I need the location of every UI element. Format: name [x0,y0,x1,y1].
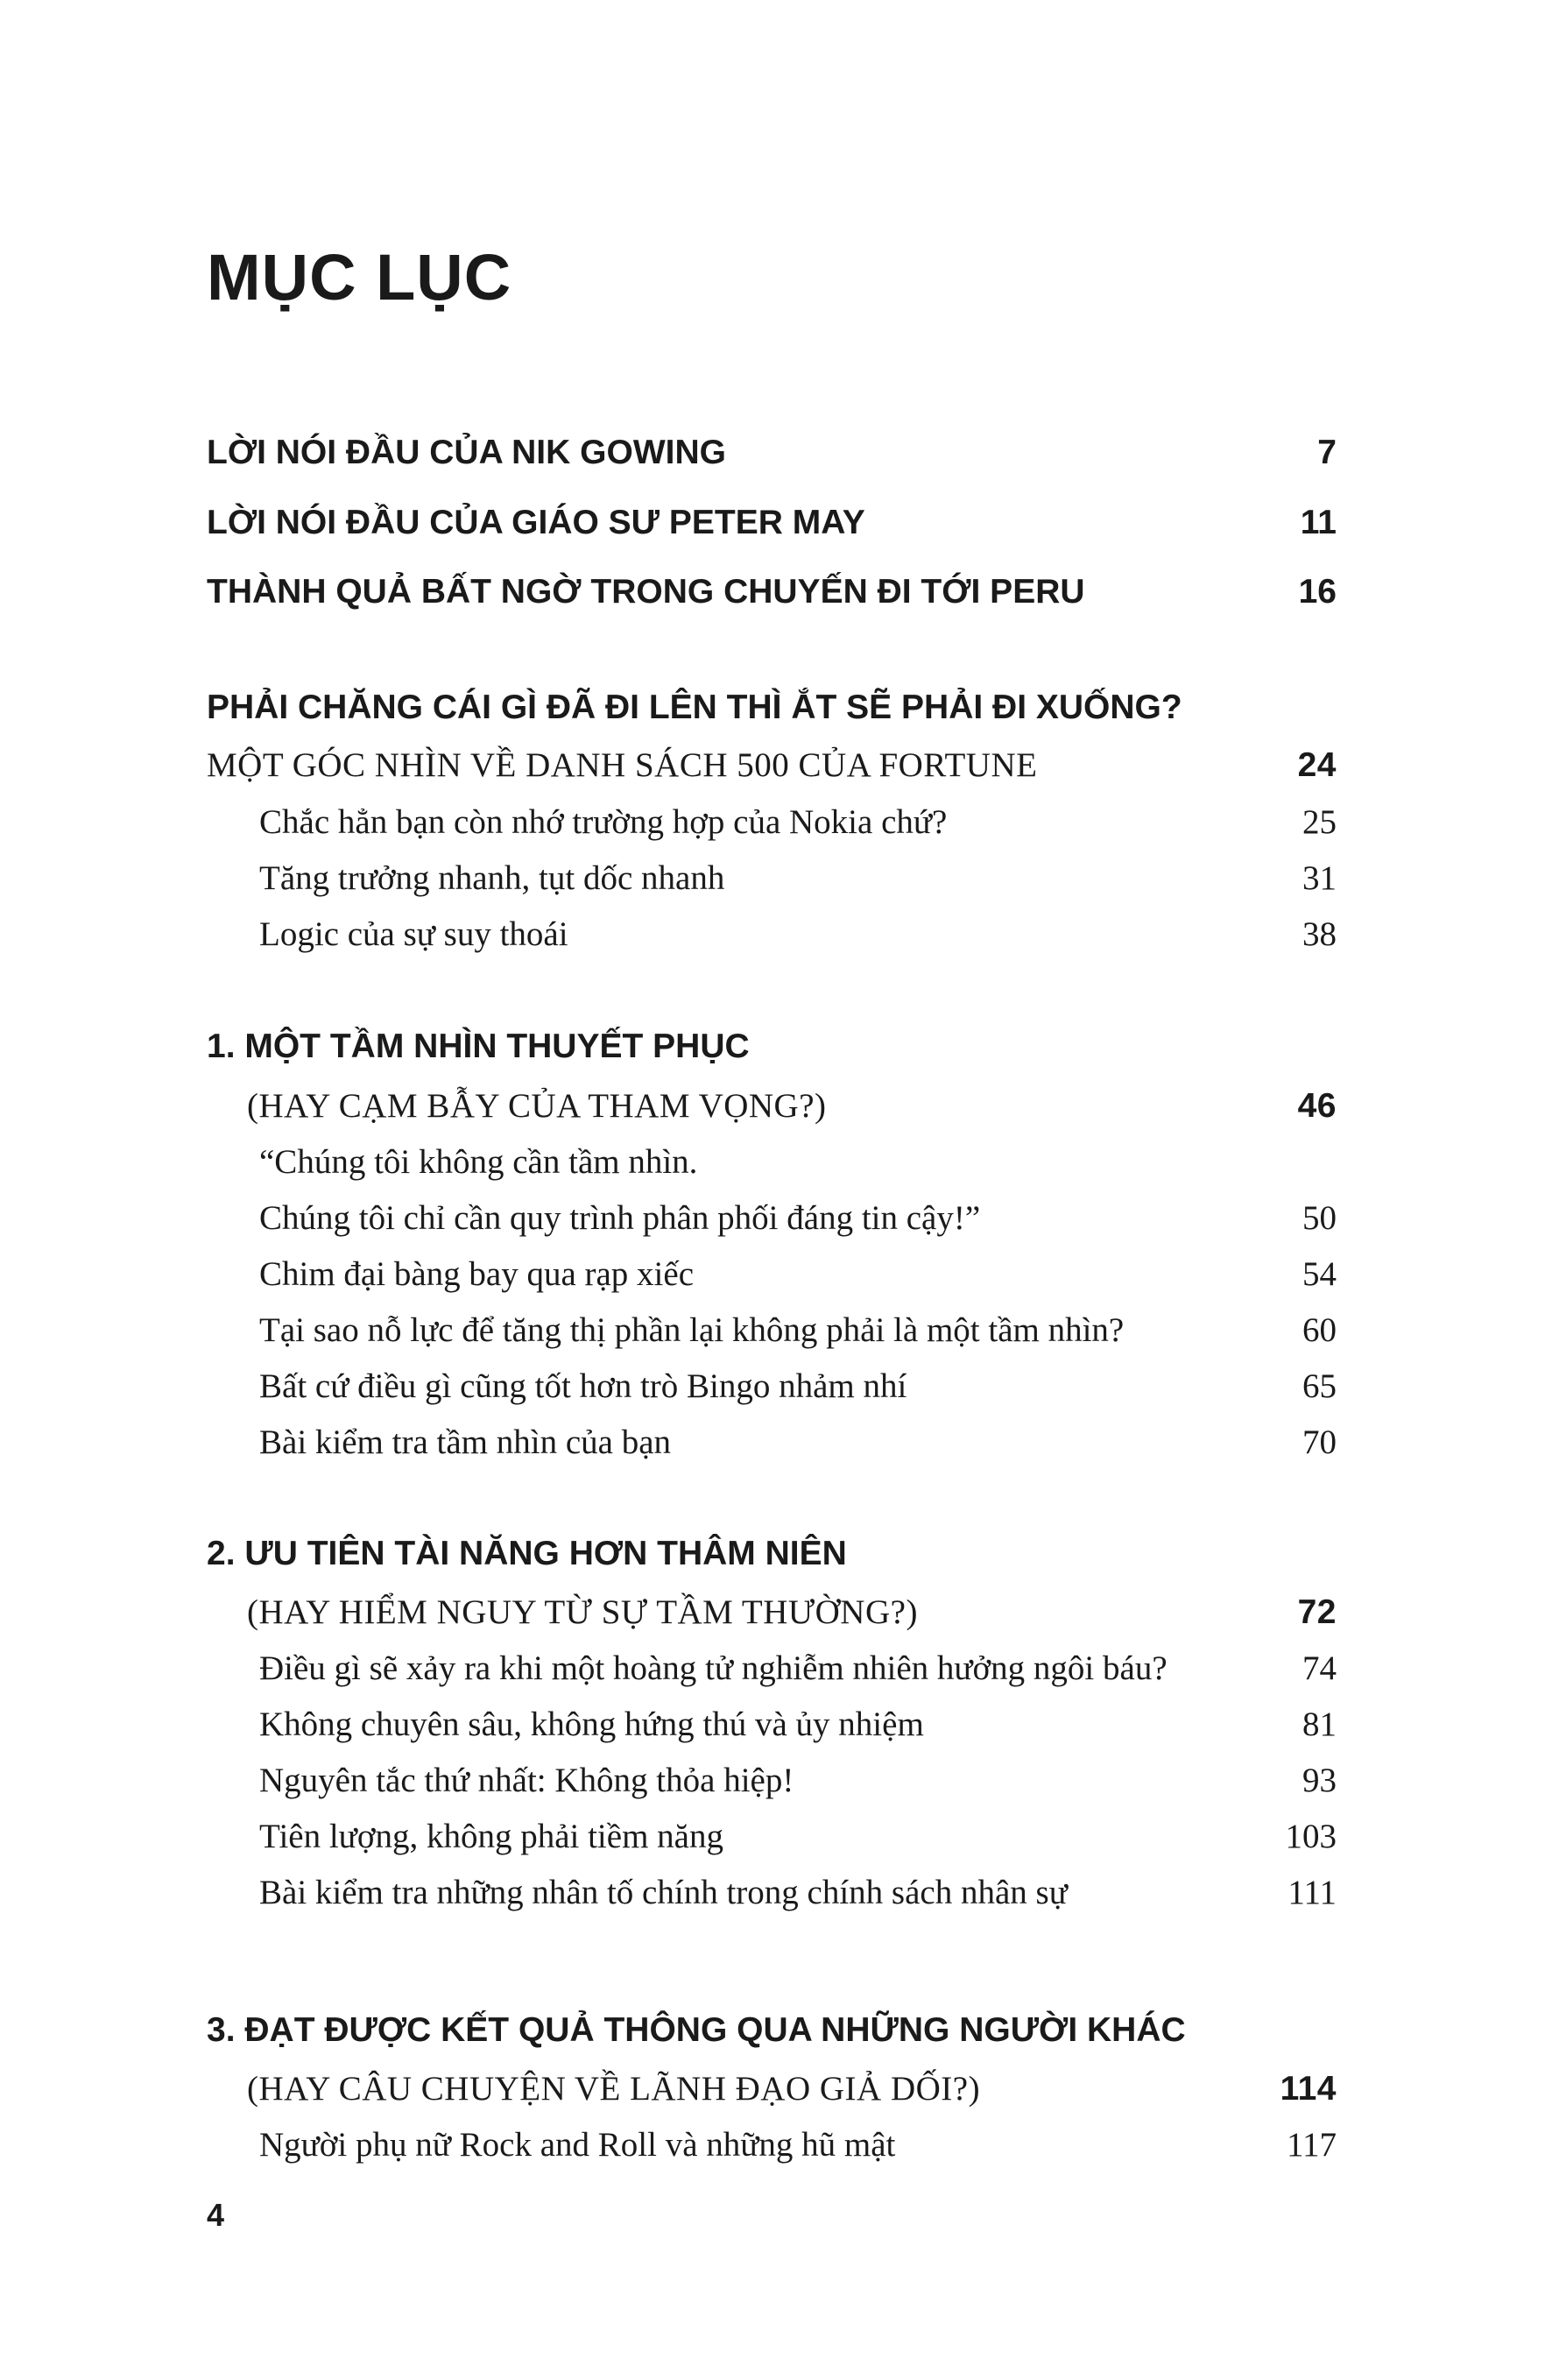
toc-entry-page: 31 [1302,859,1337,897]
toc-entry-foreword-nik-gowing [207,434,1337,472]
toc-chapter-1-subheading [247,1086,1337,1126]
toc-entry-page: 16 [1298,573,1337,611]
toc-entry-label: (HAY CÂU CHUYỆN VỀ LÃNH ĐẠO GIẢ DỐI?) [247,2070,981,2108]
toc-chapter-3-subheading [247,2069,1337,2108]
toc-entry-label: Người phụ nữ Rock and Roll và những hũ mật [259,2126,896,2164]
toc-entry-label: 3. ĐẠT ĐƯỢC KẾT QUẢ THÔNG QUA NHỮNG NGƯỜI KHÁC [207,2011,1186,2049]
toc-entry-label: (HAY HIỂM NGUY TỪ SỰ TẦM THƯỜNG?) [247,1593,918,1631]
toc-entry-label: Tiên lượng, không phải tiềm năng [259,1818,723,1855]
toc-entry-label: “Chúng tôi không cần tầm nhìn. [259,1143,698,1181]
toc-entry [259,802,1337,842]
toc-entry-label: Chúng tôi chỉ cần quy trình phân phối đáng tin cậy!” [259,1199,981,1237]
toc-entry-page: 111 [1287,1874,1337,1911]
toc-entry-page: 46 [1297,1087,1337,1125]
toc-entry-label: Logic của sự suy thoái [259,915,568,953]
toc-section-intro-heading [207,689,1337,727]
toc-entry-label: Bài kiểm tra tầm nhìn của bạn [259,1423,672,1461]
toc-entry [259,1761,1337,1800]
toc-entry-page: 103 [1285,1818,1337,1855]
toc-entry [259,858,1337,898]
toc-entry-page: 24 [1297,746,1337,784]
toc-entry [259,915,1337,954]
toc-entry [259,1423,1337,1462]
page-title: MỤC LỤC [207,241,512,314]
toc-entry [259,1367,1337,1406]
toc-entry-page: 54 [1302,1255,1337,1293]
toc-entry-label: (HAY CẠM BẪY CỦA THAM VỌNG?) [247,1087,827,1125]
toc-entry [259,1649,1337,1688]
toc-entry-page: 25 [1302,803,1337,841]
toc-entry-page: 50 [1302,1199,1337,1237]
toc-entry-label: THÀNH QUẢ BẤT NGỜ TRONG CHUYẾN ĐI TỚI PERU [207,573,1085,611]
toc-entry [259,1198,1337,1238]
toc-entry-page: 65 [1302,1367,1337,1405]
toc-entry-label: Bài kiểm tra những nhân tố chính trong chính sách nhân sự [259,1874,1068,1911]
toc-entry [259,1873,1337,1912]
toc-entry-label: Bất cứ điều gì cũng tốt hơn trò Bingo nhảm nhí [259,1367,907,1405]
toc-entry-page: 117 [1286,2126,1337,2164]
toc-entry-label: LỜI NÓI ĐẦU CỦA GIÁO SƯ PETER MAY [207,504,865,541]
toc-entry-label: Tăng trưởng nhanh, tụt dốc nhanh [259,859,725,897]
toc-entry-page: 81 [1302,1706,1337,1743]
toc-entry-label: Điều gì sẽ xảy ra khi một hoàng tử nghiễm nhiên hưởng ngôi báu? [259,1649,1168,1687]
toc-entry-page: 70 [1302,1423,1337,1461]
page-number: 4 [207,2197,225,2233]
toc-chapter-2-heading [207,1535,1337,1573]
toc-entry-page: 60 [1302,1311,1337,1349]
toc-entry [259,1254,1337,1294]
toc-entry-label: Nguyên tắc thứ nhất: Không thỏa hiệp! [259,1762,794,1799]
toc-entry [259,1310,1337,1350]
toc-entry-label: LỜI NÓI ĐẦU CỦA NIK GOWING [207,434,726,471]
toc-entry [259,1817,1337,1856]
toc-entry-label: 2. ƯU TIÊN TÀI NĂNG HƠN THÂM NIÊN [207,1535,847,1572]
toc-entry-label: PHẢI CHĂNG CÁI GÌ ĐÃ ĐI LÊN THÌ ẮT SẼ PHẢI ĐI XUỐNG? [207,689,1182,726]
toc-entry [259,1142,1337,1182]
toc-entry-label: Chim đại bàng bay qua rạp xiếc [259,1255,695,1293]
toc-chapter-1-heading [207,1028,1337,1066]
toc-entry-peru-trip [207,573,1337,611]
toc-chapter-3-heading [207,2011,1337,2050]
toc-chapter-2-subheading [247,1593,1337,1632]
toc-entry-page: 11 [1300,504,1337,541]
toc-entry-page: 93 [1302,1762,1337,1799]
toc-entry-foreword-peter-may [207,504,1337,542]
toc-section-intro-subheading [207,745,1337,785]
toc-entry [259,2125,1337,2165]
toc-entry-page: 72 [1297,1593,1337,1631]
toc-entry-page: 74 [1302,1649,1337,1687]
toc-entry-label: MỘT GÓC NHÌN VỀ DANH SÁCH 500 CỦA FORTUNE [207,746,1038,784]
toc-entry-page: 114 [1280,2070,1337,2108]
toc-entry-label: Không chuyên sâu, không hứng thú và ủy nhiệm [259,1706,924,1743]
toc-entry-page: 38 [1302,915,1337,953]
toc-entry [259,1705,1337,1744]
toc-entry-label: Chắc hẳn bạn còn nhớ trường hợp của Nokia chứ? [259,803,948,841]
toc-entry-label: Tại sao nỗ lực để tăng thị phần lại không phải là một tầm nhìn? [259,1311,1125,1349]
toc-entry-page: 7 [1317,434,1337,471]
toc-entry-label: 1. MỘT TẦM NHÌN THUYẾT PHỤC [207,1028,750,1065]
